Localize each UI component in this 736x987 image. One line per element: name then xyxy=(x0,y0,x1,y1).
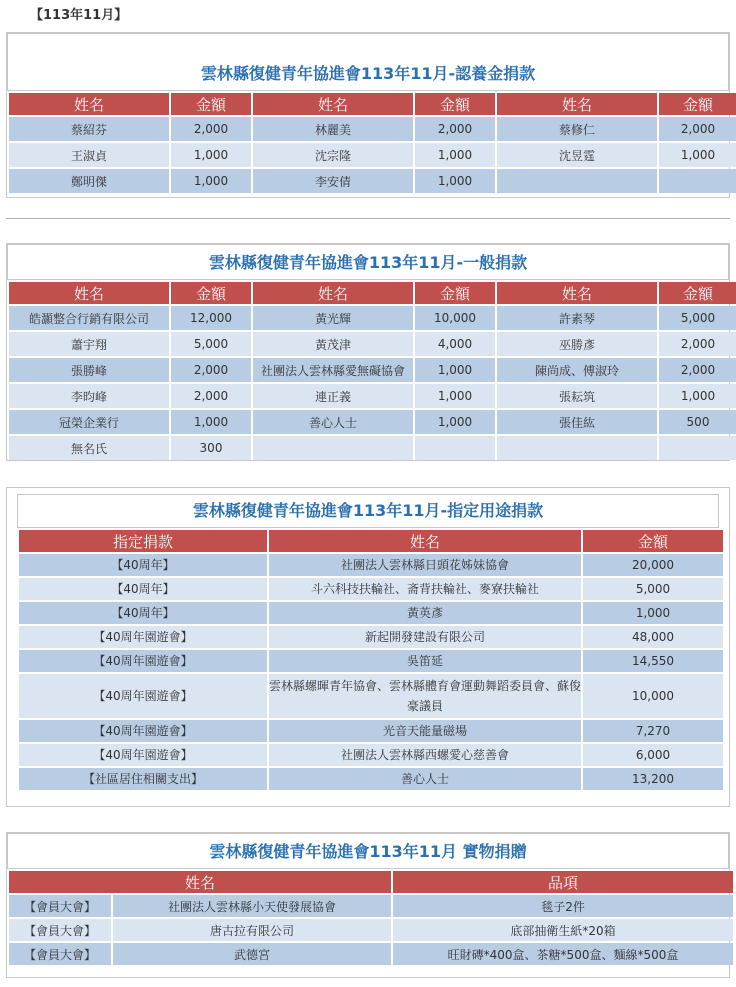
table-row xyxy=(19,626,723,648)
table-cell: 2,000 xyxy=(415,117,495,141)
table-row xyxy=(19,602,723,624)
table-cell: 6,000 xyxy=(583,744,723,766)
table-cell: 500 xyxy=(659,410,736,434)
table-row xyxy=(19,768,723,790)
column-header: 指定捐款 xyxy=(19,530,267,552)
column-header: 姓名 xyxy=(253,93,413,115)
table-cell: 5,000 xyxy=(171,332,251,356)
section-title xyxy=(17,494,719,528)
table-cell: 7,270 xyxy=(583,720,723,742)
table-cell: 斗六科技扶輪社、斋背扶輪社、麥寮扶輪社 xyxy=(269,578,581,600)
table-cell: 李安倩 xyxy=(253,169,413,193)
table-cell: 1,000 xyxy=(415,143,495,167)
table-cell: 10,000 xyxy=(415,306,495,330)
table-cell: 2,000 xyxy=(659,358,736,382)
table-cell: 皓灝整合行銷有限公司 xyxy=(9,306,169,330)
section-title xyxy=(7,33,729,91)
table-cell: 巫勝彥 xyxy=(497,332,657,356)
table-cell: 沈宗隆 xyxy=(253,143,413,167)
column-header: 姓名 xyxy=(497,93,657,115)
table-cell xyxy=(497,436,657,460)
table-cell: 王淑貞 xyxy=(9,143,169,167)
table-header-row xyxy=(9,93,736,115)
table-cell: 【40周年園遊會】 xyxy=(19,744,267,766)
table-cell: 社團法人雲林縣日頭花姊妹協會 xyxy=(269,554,581,576)
table-cell: 張耘筑 xyxy=(497,384,657,408)
period-label: 【113年11月】 xyxy=(30,8,128,23)
column-header: 姓名 xyxy=(9,282,169,304)
table-cell: 社團法人雲林縣愛無礙協會 xyxy=(253,358,413,382)
table-cell: 2,000 xyxy=(171,384,251,408)
table-cell: 【40周年】 xyxy=(19,554,267,576)
table-cell: 黃光輝 xyxy=(253,306,413,330)
table-cell: 雲林縣螺暉青年協會、雲林縣體育會運動舞蹈委員會、蘇俊豪議員 xyxy=(269,674,581,718)
table-cell: 1,000 xyxy=(171,410,251,434)
table-cell: 1,000 xyxy=(583,602,723,624)
sponsorship-table xyxy=(7,91,736,195)
table-cell: 1,000 xyxy=(171,143,251,167)
table-row xyxy=(9,332,736,356)
table-cell: 1,000 xyxy=(415,169,495,193)
table-cell: 鄭明傑 xyxy=(9,169,169,193)
section-sponsorship xyxy=(6,32,730,198)
column-header: 金額 xyxy=(659,93,736,115)
table-cell: 新起開發建設有限公司 xyxy=(269,626,581,648)
table-cell: 張勝峰 xyxy=(9,358,169,382)
table-cell xyxy=(253,436,413,460)
column-header: 金額 xyxy=(659,282,736,304)
table-row xyxy=(19,720,723,742)
table-cell: 李昀峰 xyxy=(9,384,169,408)
table-cell xyxy=(659,169,736,193)
table-cell xyxy=(659,436,736,460)
column-header: 姓名 xyxy=(9,93,169,115)
table-cell: 冠榮企業行 xyxy=(9,410,169,434)
table-cell: 1,000 xyxy=(415,384,495,408)
column-header: 姓名 xyxy=(253,282,413,304)
table-cell xyxy=(497,169,657,193)
goods-donation-table xyxy=(7,869,735,967)
table-cell: 蔡紹芬 xyxy=(9,117,169,141)
column-header: 品項 xyxy=(393,871,733,893)
table-cell: 1,000 xyxy=(659,143,736,167)
title-text: 雲林縣復健青年協進會113年11月 實物捐贈 xyxy=(209,842,527,861)
title-text: 雲林縣復健青年協進會113年11月-指定用途捐款 xyxy=(192,501,544,520)
table-cell: 【會員大會】 xyxy=(9,919,111,941)
table-cell: 4,000 xyxy=(415,332,495,356)
table-cell: 14,550 xyxy=(583,650,723,672)
table-cell: 【會員大會】 xyxy=(9,895,111,917)
table-cell: 13,200 xyxy=(583,768,723,790)
column-header: 金額 xyxy=(415,282,495,304)
title-text: 雲林縣復健青年協進會113年11月-一般捐款 xyxy=(208,253,528,272)
table-cell: 【40周年園遊會】 xyxy=(19,626,267,648)
table-row xyxy=(19,674,723,718)
section-general-donation xyxy=(6,243,730,461)
table-row xyxy=(9,943,733,965)
table-cell: 黃英彥 xyxy=(269,602,581,624)
table-cell: 蕭宇翔 xyxy=(9,332,169,356)
table-row xyxy=(9,306,736,330)
table-row xyxy=(9,169,736,193)
table-cell: 20,000 xyxy=(583,554,723,576)
table-row xyxy=(9,919,733,941)
table-cell: 連正義 xyxy=(253,384,413,408)
table-cell: 蔡修仁 xyxy=(497,117,657,141)
table-cell: 【40周年】 xyxy=(19,578,267,600)
table-cell: 社團法人雲林縣小天使發展協會 xyxy=(113,895,391,917)
table-cell: 善心人士 xyxy=(253,410,413,434)
table-cell: 善心人士 xyxy=(269,768,581,790)
table-cell: 底部抽衛生紙*20箱 xyxy=(393,919,733,941)
table-cell: 【40周年園遊會】 xyxy=(19,650,267,672)
table-header-row xyxy=(19,530,723,552)
table-cell: 【40周年】 xyxy=(19,602,267,624)
table-row xyxy=(19,554,723,576)
table-cell: 陳尚成、傅淑玲 xyxy=(497,358,657,382)
table-cell: 48,000 xyxy=(583,626,723,648)
table-row xyxy=(9,143,736,167)
table-cell: 300 xyxy=(171,436,251,460)
column-header: 金額 xyxy=(171,93,251,115)
table-row xyxy=(19,744,723,766)
title-text: 雲林縣復健青年協進會113年11月-認養金捐款 xyxy=(200,64,536,83)
table-cell: 沈昱霆 xyxy=(497,143,657,167)
table-cell: 5,000 xyxy=(659,306,736,330)
column-header: 姓名 xyxy=(269,530,581,552)
table-header-row xyxy=(9,282,736,304)
table-cell: 5,000 xyxy=(583,578,723,600)
column-header: 姓名 xyxy=(497,282,657,304)
table-row xyxy=(19,578,723,600)
table-cell xyxy=(415,436,495,460)
table-cell: 【社區居住相關支出】 xyxy=(19,768,267,790)
table-cell: 【40周年園遊會】 xyxy=(19,674,267,718)
table-row xyxy=(19,650,723,672)
table-cell: 黃茂津 xyxy=(253,332,413,356)
table-cell: 毯子2件 xyxy=(393,895,733,917)
table-row xyxy=(9,410,736,434)
table-cell: 吳笛延 xyxy=(269,650,581,672)
column-header: 金額 xyxy=(415,93,495,115)
table-cell: 【會員大會】 xyxy=(9,943,111,965)
table-cell: 2,000 xyxy=(659,332,736,356)
table-cell: 2,000 xyxy=(659,117,736,141)
column-header: 金額 xyxy=(583,530,723,552)
table-header-row xyxy=(9,871,733,893)
table-cell: 旺財磚*400盒、茶糖*500盒、麵線*500盒 xyxy=(393,943,733,965)
table-cell: 許素琴 xyxy=(497,306,657,330)
table-row xyxy=(9,117,736,141)
table-cell: 武德宮 xyxy=(113,943,391,965)
section-title xyxy=(7,833,729,869)
column-header: 金額 xyxy=(171,282,251,304)
table-cell: 1,000 xyxy=(171,169,251,193)
table-row xyxy=(9,436,736,460)
table-cell: 2,000 xyxy=(171,358,251,382)
section-designated-donation xyxy=(6,487,730,807)
table-cell: 社團法人雲林縣西螺愛心慈善會 xyxy=(269,744,581,766)
divider xyxy=(6,218,730,219)
table-cell: 1,000 xyxy=(415,358,495,382)
table-cell: 1,000 xyxy=(415,410,495,434)
table-row xyxy=(9,358,736,382)
table-cell: 12,000 xyxy=(171,306,251,330)
table-row xyxy=(9,384,736,408)
table-cell: 唐古拉有限公司 xyxy=(113,919,391,941)
table-cell: 張佳紘 xyxy=(497,410,657,434)
table-cell: 2,000 xyxy=(171,117,251,141)
table-row xyxy=(9,895,733,917)
general-donation-table xyxy=(7,280,736,462)
table-cell: 林麗美 xyxy=(253,117,413,141)
designated-donation-table xyxy=(17,528,725,792)
column-header: 姓名 xyxy=(9,871,391,893)
table-cell: 10,000 xyxy=(583,674,723,718)
section-goods-donation xyxy=(6,832,730,978)
table-cell: 光音天能量磁場 xyxy=(269,720,581,742)
table-cell: 無名氏 xyxy=(9,436,169,460)
section-title xyxy=(7,244,729,280)
table-cell: 1,000 xyxy=(659,384,736,408)
table-cell: 【40周年園遊會】 xyxy=(19,720,267,742)
